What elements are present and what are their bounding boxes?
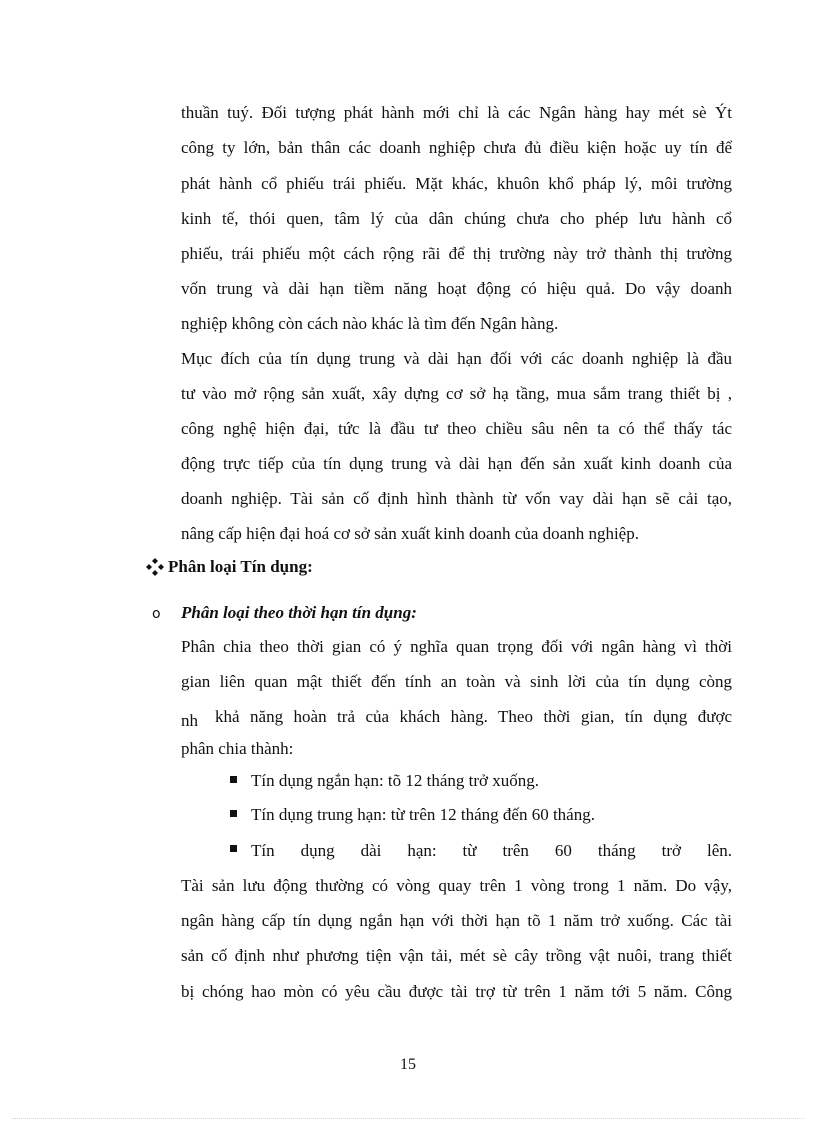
paragraph-2-line-3: công nghệ hiện đại, tức là đầu tư theo chiều sâu nên ta có thể thấy tác bbox=[181, 419, 732, 438]
paragraph-1-line-3: phát hành cổ phiếu trái phiếu. Mặt khác, khuôn khổ pháp lý, môi trường bbox=[181, 174, 732, 193]
paragraph-2-line-2: tư vào mở rộng sản xuất, xây dựng cơ sở hạ tầng, mua sắm trang thiết bị , bbox=[181, 384, 732, 403]
paragraph-1-line-4: kinh tế, thói quen, tâm lý của dân chúng chưa cho phép lưu hành cổ bbox=[181, 209, 732, 228]
paragraph-3-line-3-start: nh bbox=[181, 711, 198, 730]
square-bullet-icon bbox=[230, 810, 237, 817]
paragraph-4-line-3: sản cố định như phương tiện vận tải, mét sè cây trồng vật nuôi, trang thiết bbox=[181, 946, 732, 965]
paragraph-4-line-4: bị chóng hao mòn có yêu cầu được tài trợ từ trên 1 năm tới 5 năm. Công bbox=[181, 982, 732, 1001]
four-diamond-bullet-icon bbox=[146, 558, 164, 576]
bullet-item-2: Tín dụng trung hạn: từ trên 12 tháng đến 60 tháng. bbox=[251, 805, 595, 824]
bullet-item-1: Tín dụng ngắn hạn: tõ 12 tháng trở xuống. bbox=[251, 771, 540, 790]
section-heading: Phân loại Tín dụng: bbox=[168, 557, 313, 576]
paragraph-2-line-5: doanh nghiệp. Tài sản cố định hình thành từ vốn vay dài hạn sẽ cải tạo, bbox=[181, 489, 732, 508]
paragraph-1-line-5: phiếu, trái phiếu một cách rộng rãi để thị trường này trở thành thị trường bbox=[181, 244, 732, 263]
page-number: 15 bbox=[400, 1056, 416, 1073]
paragraph-2-line-4: động trực tiếp của tín dụng trung và dài hạn đến sản xuất kinh doanh của bbox=[181, 454, 732, 473]
page-bottom-border bbox=[12, 1118, 804, 1119]
paragraph-2-line-1: Mục đích của tín dụng trung và dài hạn đối với các doanh nghiệp là đầu bbox=[181, 349, 732, 368]
circle-bullet-icon: o bbox=[152, 606, 161, 622]
paragraph-1-line-7: nghiệp không còn cách nào khác là tìm đến Ngân hàng. bbox=[181, 314, 559, 333]
square-bullet-icon bbox=[230, 776, 237, 783]
paragraph-1-line-6: vốn trung và dài hạn tiềm năng hoạt động có hiệu quả. Do vậy doanh bbox=[181, 279, 732, 298]
paragraph-3-line-1: Phân chia theo thời gian có ý nghĩa quan trọng đối với ngân hàng vì thời bbox=[181, 637, 732, 656]
paragraph-4-line-1: Tài sản lưu động thường có vòng quay trên 1 vòng trong 1 năm. Do vậy, bbox=[181, 876, 732, 895]
paragraph-4-line-2: ngân hàng cấp tín dụng ngắn hạn với thời hạn tõ 1 năm trở xuống. Các tài bbox=[181, 911, 732, 930]
paragraph-1-line-2: công ty lớn, bản thân các doanh nghiệp chưa đủ điều kiện hoặc uy tín để bbox=[181, 138, 732, 157]
paragraph-2-line-6: nâng cấp hiện đại hoá cơ sở sản xuất kinh doanh của doanh nghiệp. bbox=[181, 524, 639, 543]
paragraph-1-line-1: thuần tuý. Đối tượng phát hành mới chỉ là các Ngân hàng hay mét sè Ýt bbox=[181, 103, 732, 122]
paragraph-3-line-2: gian liên quan mật thiết đến tính an toàn và sinh lời của tín dụng còng bbox=[181, 672, 732, 691]
paragraph-3-line-4: phân chia thành: bbox=[181, 739, 294, 758]
paragraph-3-line-3-rest: khả năng hoàn trả của khách hàng. Theo thời gian, tín dụng được bbox=[215, 707, 732, 726]
subsection-heading: Phân loại theo thời hạn tín dụng: bbox=[181, 603, 417, 622]
bullet-item-3: Tín dụng dài hạn: từ trên 60 tháng trở lên. bbox=[251, 841, 732, 860]
square-bullet-icon bbox=[230, 845, 237, 852]
